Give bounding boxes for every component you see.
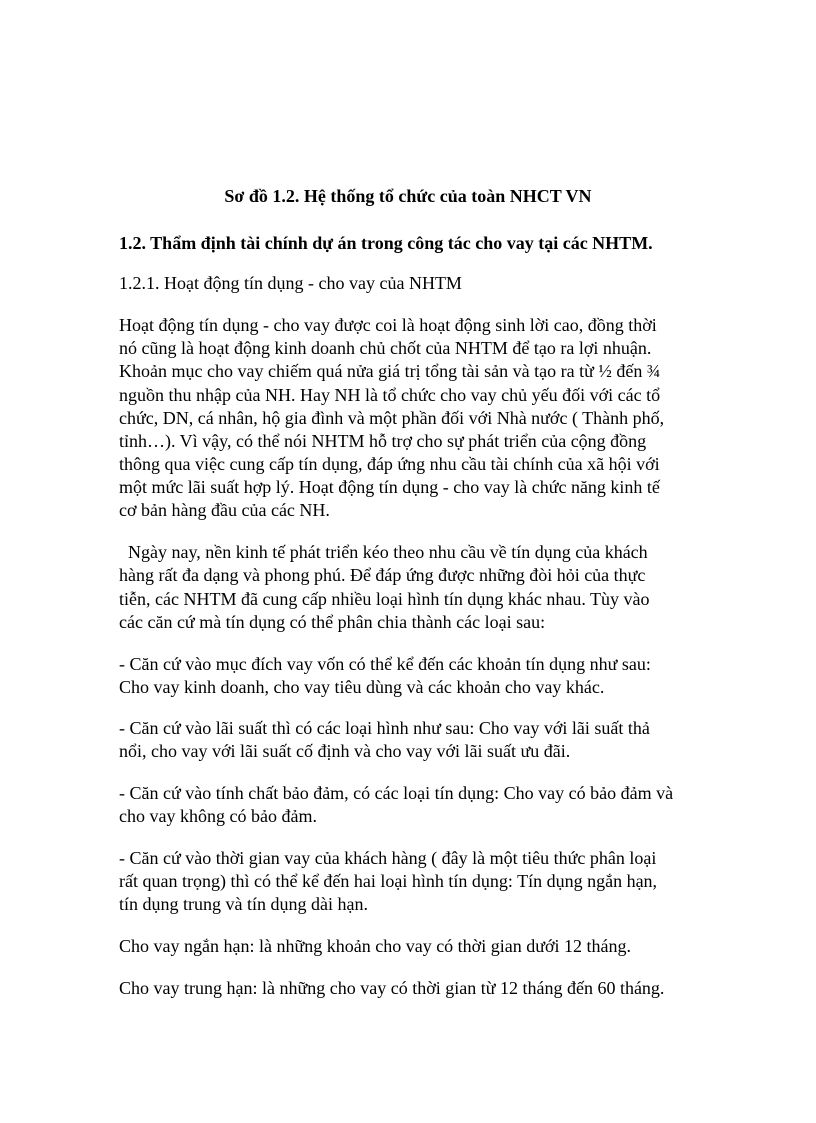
paragraph-line: cơ bản hàng đầu của các NH. [119,500,330,520]
figure-caption: Sơ đồ 1.2. Hệ thống tổ chức của toàn NHCT VN [224,186,592,206]
paragraph-line: - Căn cứ vào mục đích vay vốn có thể kể đến các khoản tín dụng như sau: [119,654,651,674]
paragraph-line: - Căn cứ vào tính chất bảo đảm, có các loại tín dụng: Cho vay có bảo đảm và [119,783,674,803]
paragraph-line: cho vay không có bảo đảm. [119,806,317,826]
paragraph-line: thông qua việc cung cấp tín dụng, đáp ứng nhu cầu tài chính của xã hội với [119,454,660,474]
subsection-heading: 1.2.1. Hoạt động tín dụng - cho vay của NHTM [119,273,462,293]
paragraph-line: nó cũng là hoạt động kinh doanh chủ chốt của NHTM để tạo ra lợi nhuận. [119,338,652,358]
paragraph-line: Ngày nay, nền kinh tế phát triển kéo theo nhu cầu về tín dụng của khách [119,542,648,562]
paragraph-line: tiễn, các NHTM đã cung cấp nhiều loại hình tín dụng khác nhau. Tùy vào [119,589,650,609]
paragraph-line: Cho vay kinh doanh, cho vay tiêu dùng và các khoản cho vay khác. [119,677,605,697]
paragraph-line: tín dụng trung và tín dụng dài hạn. [119,894,368,914]
paragraph-line: nổi, cho vay với lãi suất cố định và cho vay với lãi suất ưu đãi. [119,741,571,761]
section-heading: 1.2. Thẩm định tài chính dự án trong công tác cho vay tại các NHTM. [119,233,653,253]
paragraph-line: tỉnh…). Vì vậy, có thể nói NHTM hỗ trợ cho sự phát triển của cộng đồng [119,431,647,451]
paragraph-line: hàng rất đa dạng và phong phú. Để đáp ứng được những đòi hỏi của thực [119,565,646,585]
paragraph-line: Cho vay ngắn hạn: là những khoản cho vay có thời gian dưới 12 tháng. [119,936,631,956]
paragraph-line: chức, DN, cá nhân, hộ gia đình và một phần đối với Nhà nước ( Thành phố, [119,408,665,428]
paragraph-line: - Căn cứ vào thời gian vay của khách hàng ( đây là một tiêu thức phân loại [119,848,657,868]
paragraph-line: Hoạt động tín dụng - cho vay được coi là hoạt động sinh lời cao, đồng thời [119,315,657,335]
paragraph-line: nguồn thu nhập của NH. Hay NH là tổ chức cho vay chủ yếu đối với các tổ [119,385,661,405]
paragraph-line: các căn cứ mà tín dụng có thể phân chia thành các loại sau: [119,612,546,632]
paragraph-line: rất quan trọng) thì có thể kể đến hai loại hình tín dụng: Tín dụng ngắn hạn, [119,871,658,891]
paragraph-line: Khoản mục cho vay chiếm quá nửa giá trị tổng tài sản và tạo ra từ ½ đến ¾ [119,361,661,381]
paragraph-line: - Căn cứ vào lãi suất thì có các loại hình như sau: Cho vay với lãi suất thả [119,718,650,738]
paragraph-line: một mức lãi suất hợp lý. Hoạt động tín dụng - cho vay là chức năng kinh tế [119,477,660,497]
paragraph-line: Cho vay trung hạn: là những cho vay có thời gian từ 12 tháng đến 60 tháng. [119,978,665,998]
